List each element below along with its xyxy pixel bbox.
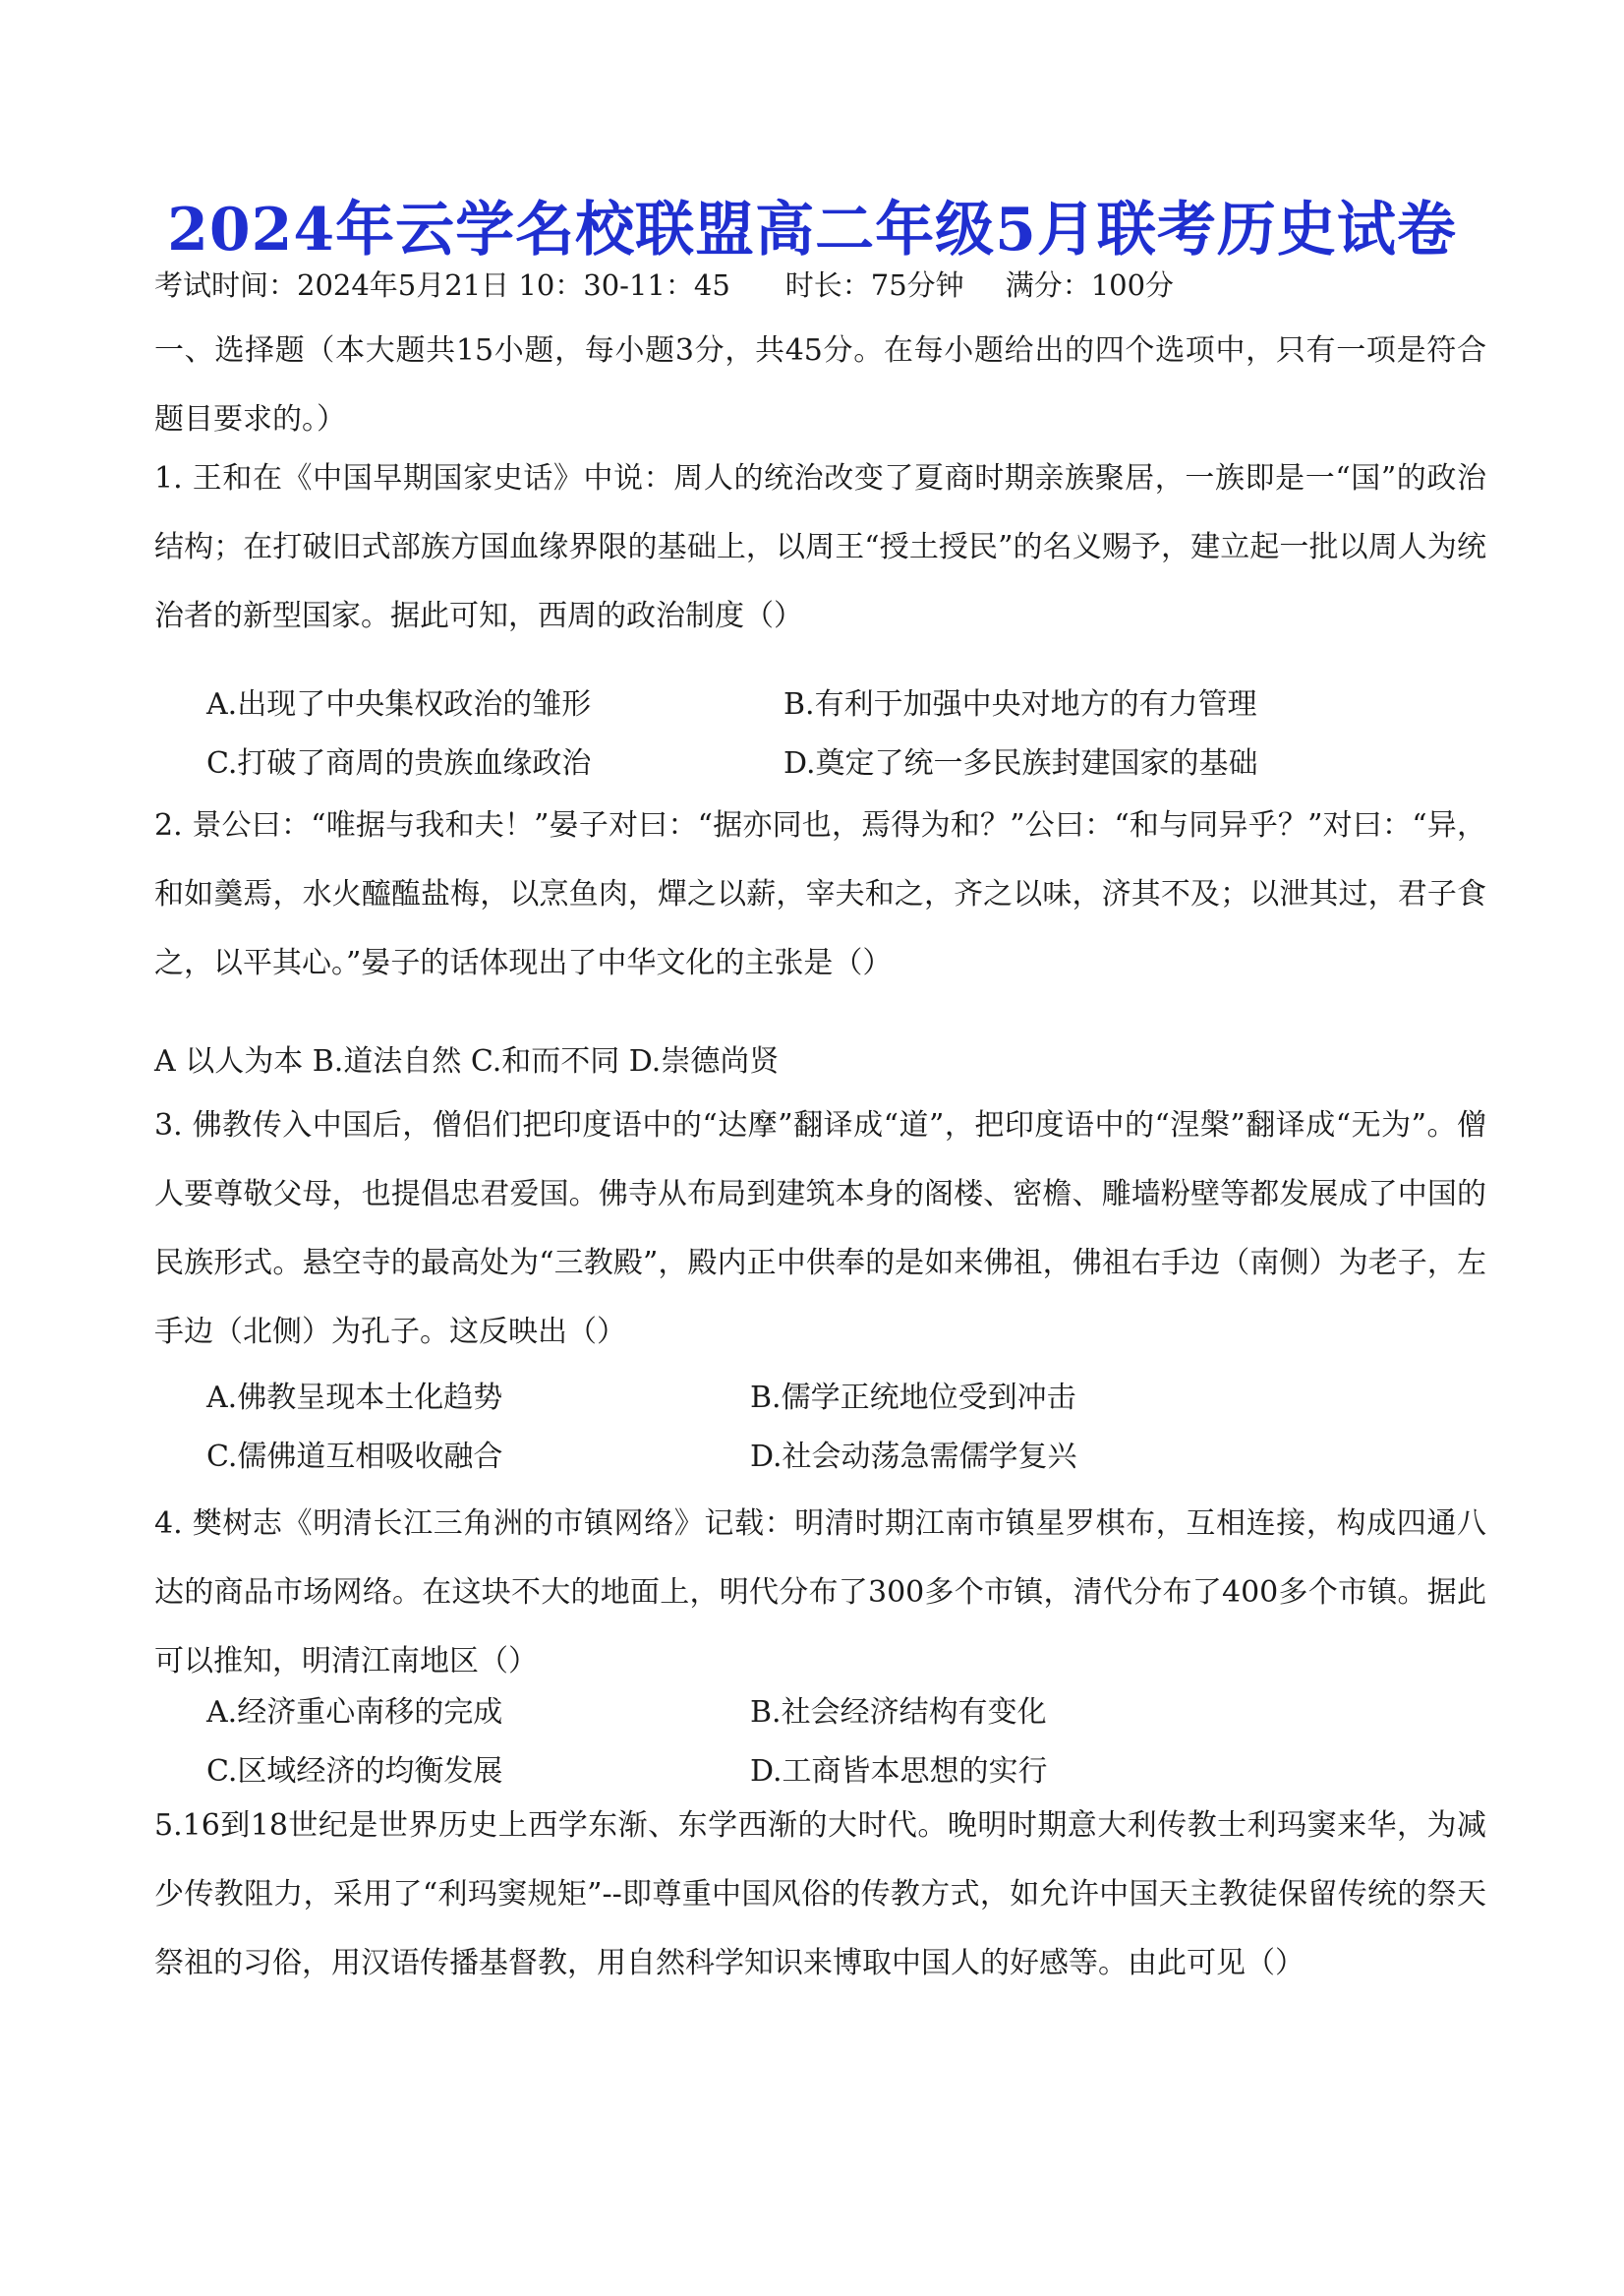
option-a: A.佛教呈现本土化趋势: [206, 1381, 503, 1415]
option-d: D.工商皆本思想的实行: [750, 1754, 1048, 1789]
option-d: D.社会动荡急需儒学复兴: [750, 1440, 1077, 1474]
question-1-options: [206, 676, 1484, 794]
option-a: A.出现了中央集权政治的雏形: [206, 687, 592, 722]
exam-time: 考试时间：2024年5月21日 10：30-11：45: [154, 268, 730, 302]
option-a: A.经济重心南移的完成: [206, 1695, 503, 1730]
option-b: B.社会经济结构有变化: [750, 1695, 1047, 1730]
exam-duration: 时长：75分钟: [784, 268, 964, 302]
option-d: D.奠定了统一多民族封建国家的基础: [783, 746, 1258, 781]
option-b: B.儒学正统地位受到冲击: [750, 1381, 1076, 1415]
exam-title: 2024年云学名校联盟高二年级5月联考历史试卷: [167, 196, 1457, 265]
question-3-stem: 3. 佛教传入中国后，僧侣们把印度语中的“达摩”翻译成“道”，把印度语中的“涅槃”翻译成“无为”。僧人要尊敬父母，也提倡忠君爱国。佛寺从布局到建筑本身的阁楼、密檐、雕墙粉壁等都发展成了中国的民族形式。悬空寺的最高处为“三教殿”，殿内正中供奉的是如来佛祖，佛祖右手边（南侧）为老子，左手边（北侧）为孔子。这反映出（）: [154, 1108, 1486, 1349]
option-c: C.区域经济的均衡发展: [206, 1754, 503, 1789]
option-c: C.儒佛道互相吸收融合: [206, 1440, 503, 1474]
question-2-stem: 2. 景公曰：“唯据与我和夫！”晏子对曰：“据亦同也，焉得为和？”公曰：“和与同异乎？”对曰：“异，和如羹焉，水火醯醢盐梅，以烹鱼肉，燀之以薪，宰夫和之，齐之以味，济其不及；以泄其过，君子食之，以平其心。”晏子的话体现出了中华文化的主张是（）: [154, 808, 1486, 980]
exam-full-score: 满分：100分: [1005, 268, 1175, 302]
question-1-stem: 1. 王和在《中国早期国家史话》中说：周人的统治改变了夏商时期亲族聚居，一族即是一“国”的政治结构；在打破旧式部族方国血缘界限的基础上，以周王“授土授民”的名义赐予，建立起一批以周人为统治者的新型国家。据此可知，西周的政治制度（）: [154, 461, 1486, 633]
option-c: C.打破了商周的贵族血缘政治: [206, 746, 592, 781]
exam-info: [154, 265, 1174, 305]
section-heading: 一、选择题（本大题共15小题，每小题3分，共45分。在每小题给出的四个选项中，只有一项是符合题目要求的。）: [154, 333, 1486, 437]
question-4-options: [206, 1683, 1484, 1801]
option-b: B.有利于加强中央对地方的有力管理: [783, 687, 1257, 722]
question-3-options: [206, 1369, 1484, 1487]
question-5-stem: 5.16到18世纪是世界历史上西学东渐、东学西渐的大时代。晚明时期意大利传教士利玛窦来华，为减少传教阻力，采用了“利玛窦规矩”--即尊重中国风俗的传教方式，如允许中国天主教徒保留传统的祭天祭祖的习俗，用汉语传播基督教，用自然科学知识来博取中国人的好感等。由此可见（）: [154, 1808, 1486, 1980]
question-4-stem: 4. 樊树志《明清长江三角洲的市镇网络》记载：明清时期江南市镇星罗棋布，互相连接，构成四通八达的商品市场网络。在这块不大的地面上，明代分布了300多个市镇，清代分布了400多个市镇。据此可以推知，明清江南地区（）: [154, 1506, 1486, 1678]
question-2-options: A 以人为本 B.道法自然 C.和而不同 D.崇德尚贤: [154, 1044, 780, 1079]
